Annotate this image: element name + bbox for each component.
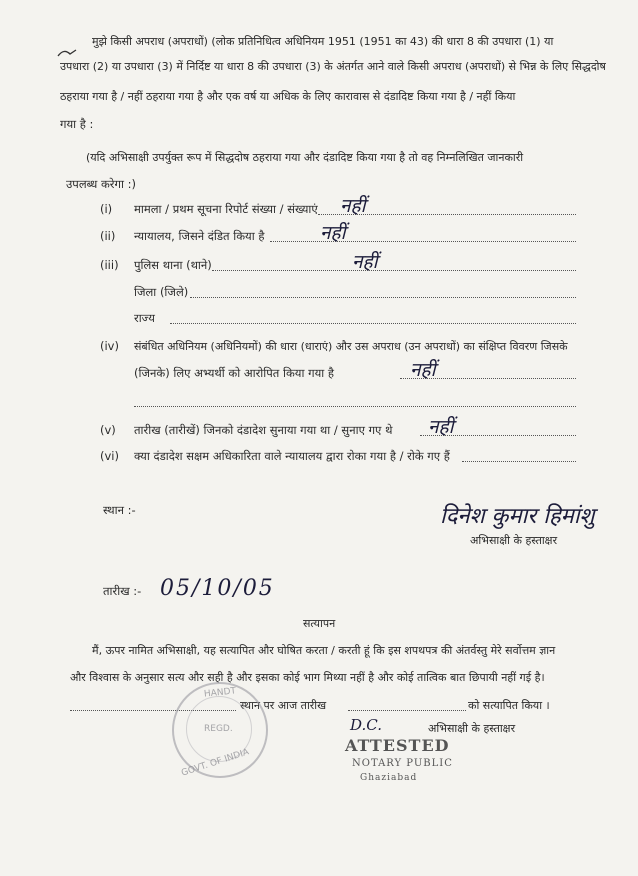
item-ii-answer: नहीं: [320, 222, 346, 244]
seal-mid-text: REGD.: [204, 724, 233, 734]
item-iii-label: पुलिस थाना (थाने): [134, 258, 212, 272]
signature-caption: अभिसाक्षी के हस्ताक्षर: [470, 534, 558, 547]
verification-line-1: मैं, ऊपर नामित अभिसाक्षी, यह सत्यापित और घोषित करता / करती हूं कि इस शपथपत्र की अंतर्वस्तु मेरे सर्वोत्तम ज्ञान: [92, 644, 556, 657]
item-v-label: तारीख (तारीखें) जिनको दंडादेश सुनाया गया था / सुनाए गए थे: [134, 423, 393, 437]
item-iv-line-2: (जिनके) लिए अभ्यर्थी को आरोपित किया गया है: [134, 366, 334, 380]
item-iii-line: [212, 270, 576, 271]
item-i-label: मामला / प्रथम सूचना रिपोर्ट संख्या / संख्याएं: [134, 202, 318, 216]
item-i-answer: नहीं: [340, 195, 366, 217]
item-iv-answer: नहीं: [410, 359, 436, 381]
verification-line-3b: को सत्यापित किया ।: [468, 699, 550, 712]
verification-date-line: [348, 710, 466, 711]
district-line: [190, 297, 576, 298]
seal-top-text: HANDT: [203, 686, 237, 700]
item-v-number: (v): [100, 423, 116, 437]
handwritten-signature: दिनेश कुमार हिमांशु: [440, 504, 595, 529]
seal-bottom-text: GOVT. OF INDIA: [180, 747, 251, 779]
handwritten-date: 05/10/05: [160, 576, 275, 601]
item-ii-number: (ii): [100, 229, 116, 243]
item-vi-number: (vi): [100, 449, 119, 463]
handwritten-initials: D.C.: [350, 716, 382, 734]
item-ii-label: न्यायालय, जिसने दंडित किया है: [134, 229, 265, 243]
item-iv-extra-line: [134, 406, 576, 407]
item-i-number: (i): [100, 202, 113, 216]
district-label: जिला (जिले): [134, 285, 189, 299]
margin-mark-icon: [56, 46, 78, 60]
verification-line-3a: स्थान पर आज तारीख: [240, 699, 327, 712]
attested-stamp: ATTESTED: [345, 736, 450, 755]
verifier-caption: अभिसाक्षी के हस्ताक्षर: [428, 722, 516, 735]
notary-stamp: NOTARY PUBLIC: [352, 758, 453, 769]
date-label: तारीख :-: [103, 584, 142, 598]
intro-line-3: ठहराया गया है / नहीं ठहराया गया है और एक वर्ष या अधिक के लिए कारावास से दंडादिष्ट किया गया है / नहीं किया: [60, 90, 516, 103]
intro-line-4: गया है :: [60, 117, 94, 131]
state-label: राज्य: [134, 311, 155, 325]
notary-location: Ghaziabad: [360, 773, 418, 783]
intro-line-1: मुझे किसी अपराध (अपराधों) (लोक प्रतिनिधित्व अधिनियम 1951 (1951 का 43) की धारा 8 की उपधारा (1) या: [92, 35, 554, 48]
item-v-answer: नहीं: [428, 416, 454, 438]
item-vi-label: क्या दंडादेश सक्षम अधिकारिता वाले न्यायालय द्वारा रोका गया है / रोके गए हैं: [134, 449, 450, 463]
item-vi-line: [462, 461, 576, 462]
verification-line-2: और विश्वास के अनुसार सत्य और सही है और इसका कोई भाग मिथ्या नहीं है और कोई तात्विक बात छिपायी नहीं गई है।: [70, 671, 545, 684]
state-line: [170, 323, 576, 324]
item-iii-answer: नहीं: [352, 251, 378, 273]
condition-line-2: उपलब्ध करेगा :): [66, 177, 136, 191]
condition-line-1: (यदि अभिसाक्षी उपर्युक्त रूप में सिद्धदोष ठहराया गया और दंडादिष्ट किया गया है तो वह निम्नलिखित जानकारी: [86, 151, 524, 164]
item-iv-number: (iv): [100, 339, 119, 353]
item-ii-line: [270, 241, 576, 242]
intro-line-2: उपधारा (2) या उपधारा (3) में निर्दिष्ट या धारा 8 की उपधारा (3) के अंतर्गत आने वाले किसी अपराध (अपराधों) से भिन्न के लिए सिद्धदोष: [60, 60, 606, 73]
item-iii-number: (iii): [100, 258, 119, 272]
place-label: स्थान :-: [103, 503, 136, 517]
verification-title: सत्यापन: [303, 617, 336, 630]
item-iv-line-1: संबंधित अधिनियम (अधिनियमों) की धारा (धाराएं) और उस अपराध (उन अपराधों) का संक्षिप्त विवरण जिसके: [134, 340, 568, 353]
